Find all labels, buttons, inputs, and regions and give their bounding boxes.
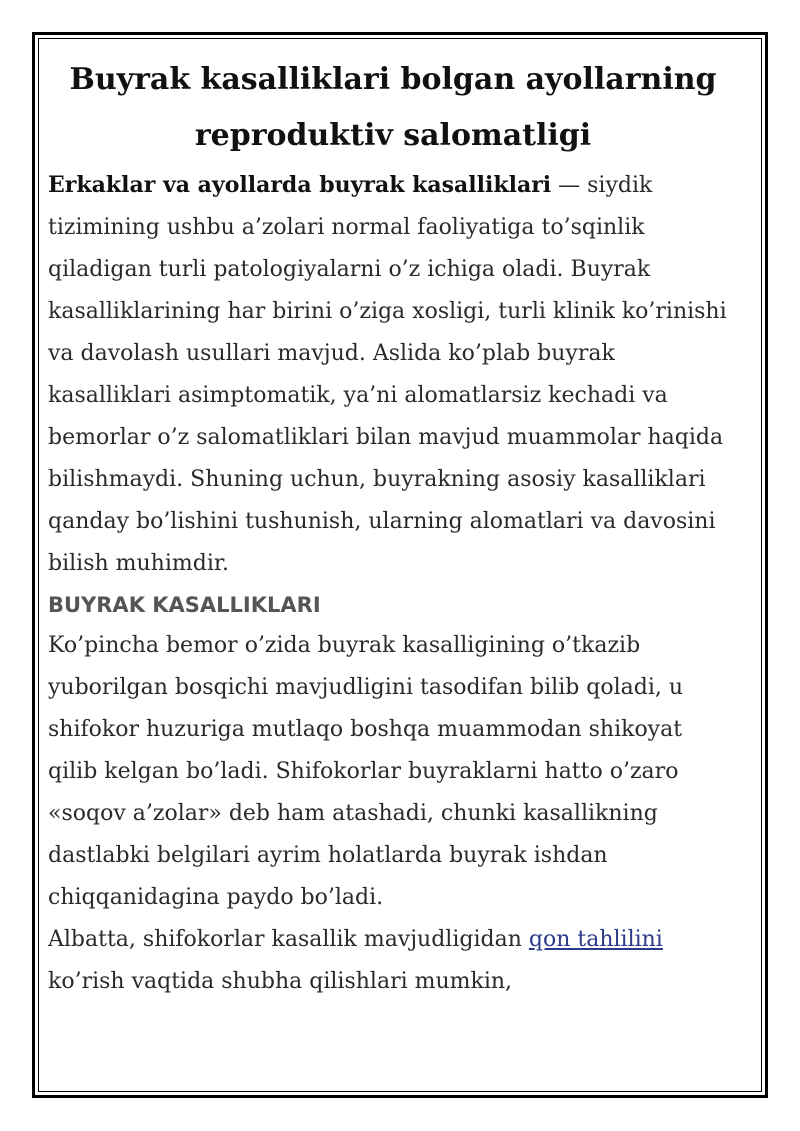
paragraph-2: Ko’pincha bemor o’zida buyrak kasalligining o’tkazib yuborilgan bosqichi mavjudligini tasodifan bilib qoladi, u shifokor huzuriga mutlaqo boshqa muammodan shikoyat qilib kelgan bo’ladi. Shifokorlar buyraklarni hatto o’zaro «soqov a’zolar» deb ham atashadi, chunki kasallikning dastlabki belgilari ayrim holatlarda buyrak ishdan chiqqanidagina paydo bo’ladi. <box>48 633 684 910</box>
intro-lead: Erkaklar va ayollarda buyrak kasalliklari <box>48 172 552 198</box>
paragraph-3-after: ko’rish vaqtida shubha qilishlari mumkin, <box>48 969 513 994</box>
document-title: Buyrak kasalliklari bolgan ayollarning reproduktiv salomatligi <box>69 62 717 153</box>
intro-paragraph <box>48 164 738 585</box>
paragraph-3-before: Albatta, shifokorlar kasallik mavjudligidan <box>48 927 529 952</box>
document-content <box>48 52 738 1003</box>
section-heading: BUYRAK KASALLIKLARI <box>48 593 321 617</box>
blood-test-link[interactable]: qon tahlilini <box>528 927 663 952</box>
paragraph-3 <box>48 919 738 1003</box>
intro-text: — siydik tizimining ushbu a’zolari normal faoliyatiga to’sqinlik qiladigan turli patologiyalarni o’z ichiga oladi. Buyrak kasalliklarining har birini o’ziga xosligi, turli klinik ko’rinishi va davolash usullari mavjud. Aslida ko’plab buyrak kasalliklari asimptomatik, ya’ni alomatlarsiz kechadi va bemorlar o’z salomatliklari bilan mavjud muammolar haqida bilishmaydi. Shuning uchun, buyrakning asosiy kasalliklari qanday bo’lishini tushunish, ularning alomatlari va davosini bilish muhimdir. <box>48 173 727 576</box>
